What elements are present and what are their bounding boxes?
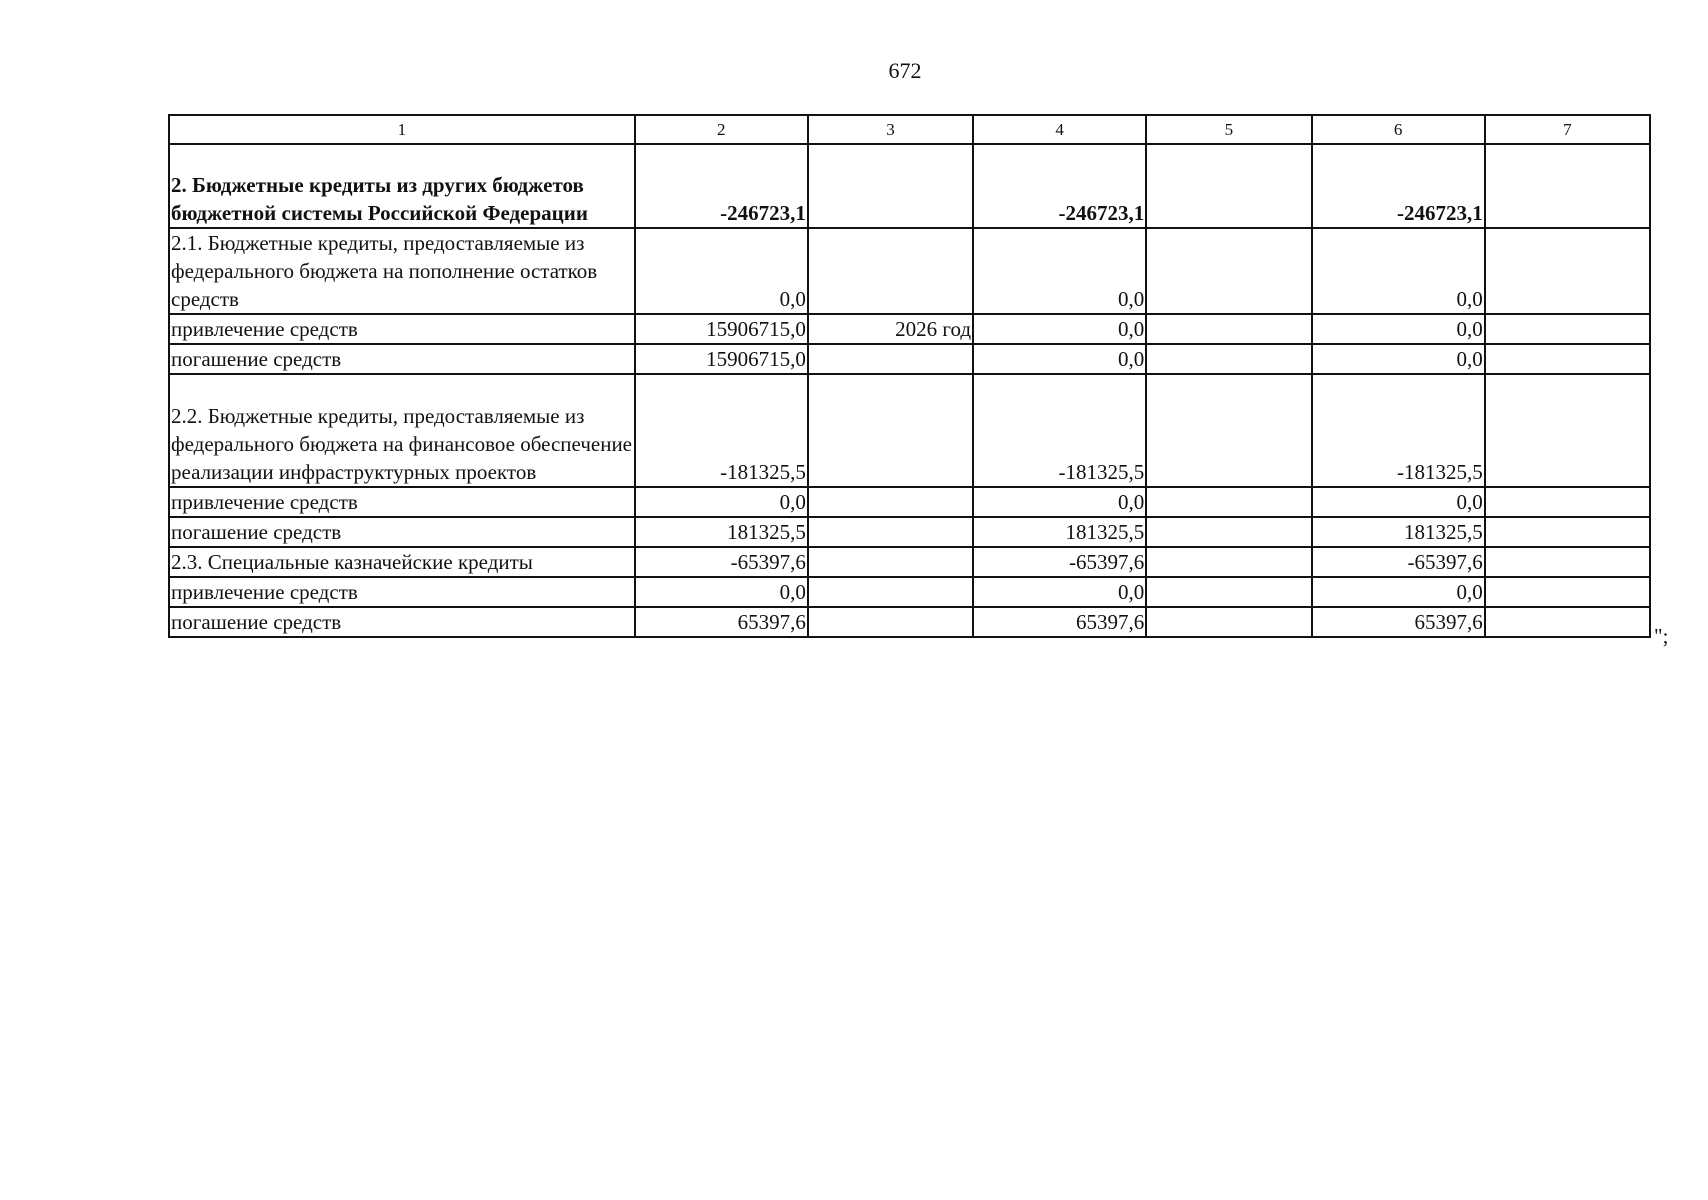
table-cell: 65397,6	[973, 607, 1146, 637]
table-row	[169, 314, 1650, 344]
row-label: погашение средств	[169, 344, 635, 374]
column-number: 4	[973, 115, 1146, 144]
table-cell	[1146, 607, 1311, 637]
table-cell: 0,0	[1312, 577, 1485, 607]
table-cell	[1146, 547, 1311, 577]
table-cell: 65397,6	[1312, 607, 1485, 637]
table-cell	[1146, 577, 1311, 607]
table-row	[169, 547, 1650, 577]
table-cell: -65397,6	[635, 547, 808, 577]
table-row	[169, 374, 1650, 487]
table-cell: 0,0	[973, 487, 1146, 517]
row-label: 2.1. Бюджетные кредиты, предоставляемые из федерального бюджета на пополнение остатков средств	[169, 228, 635, 314]
table-cell	[1146, 374, 1311, 487]
row-label: привлечение средств	[169, 314, 635, 344]
column-number: 1	[169, 115, 635, 144]
row-label: погашение средств	[169, 517, 635, 547]
table-cell	[1485, 547, 1650, 577]
column-number-row	[169, 115, 1650, 144]
table-row	[169, 607, 1650, 637]
page-number: 672	[888, 58, 922, 83]
row-label: 2.3. Специальные казначейские кредиты	[169, 547, 635, 577]
table-cell: 0,0	[1312, 314, 1485, 344]
column-number: 3	[808, 115, 973, 144]
table-cell	[1485, 344, 1650, 374]
table-row	[169, 144, 1650, 228]
table-cell	[808, 517, 973, 547]
table-cell: -246723,1	[1312, 144, 1485, 228]
table-cell: -246723,1	[635, 144, 808, 228]
table-cell	[1485, 517, 1650, 547]
table-cell: -181325,5	[635, 374, 808, 487]
row-label: погашение средств	[169, 607, 635, 637]
table-cell	[1146, 314, 1311, 344]
table-cell	[1485, 144, 1650, 228]
table-cell: -65397,6	[1312, 547, 1485, 577]
row-label: привлечение средств	[169, 577, 635, 607]
closing-quote-mark: ";	[1654, 624, 1669, 648]
table-cell: 181325,5	[1312, 517, 1485, 547]
budget-credits-table	[168, 114, 1651, 638]
column-number: 6	[1312, 115, 1485, 144]
table-cell	[808, 577, 973, 607]
column-number: 7	[1485, 115, 1650, 144]
table-cell	[1146, 487, 1311, 517]
column-number: 5	[1146, 115, 1311, 144]
table-cell	[1146, 344, 1311, 374]
table-row	[169, 517, 1650, 547]
table-cell	[808, 228, 973, 314]
table-cell	[1485, 314, 1650, 344]
table-cell	[1146, 228, 1311, 314]
table-cell: 0,0	[1312, 344, 1485, 374]
column-number: 2	[635, 115, 808, 144]
table-cell	[808, 144, 973, 228]
row-label: 2.2. Бюджетные кредиты, предоставляемые из федерального бюджета на финансовое обеспечение реализации инфраструктурных проектов	[169, 374, 635, 487]
table-cell: 181325,5	[973, 517, 1146, 547]
table-cell: 0,0	[1312, 487, 1485, 517]
table-cell: 0,0	[973, 344, 1146, 374]
table-cell: -181325,5	[973, 374, 1146, 487]
table-cell: 0,0	[973, 228, 1146, 314]
table-cell: 0,0	[635, 577, 808, 607]
table-cell: -246723,1	[973, 144, 1146, 228]
table-cell: 0,0	[973, 314, 1146, 344]
table-cell: 15906715,0	[635, 344, 808, 374]
table-cell: 15906715,0	[635, 314, 808, 344]
table-cell: 2026 год	[808, 314, 973, 344]
table-cell: 181325,5	[635, 517, 808, 547]
table-cell: 65397,6	[635, 607, 808, 637]
table-cell	[1485, 607, 1650, 637]
table-cell: 0,0	[635, 228, 808, 314]
table-cell	[1485, 228, 1650, 314]
table-row	[169, 344, 1650, 374]
table-cell: -181325,5	[1312, 374, 1485, 487]
table-cell	[1485, 374, 1650, 487]
table-cell	[808, 374, 973, 487]
table-cell	[808, 607, 973, 637]
table-cell	[808, 344, 973, 374]
table-row	[169, 577, 1650, 607]
table-cell	[808, 547, 973, 577]
table-cell: 0,0	[973, 577, 1146, 607]
table-cell	[1146, 144, 1311, 228]
row-label: 2. Бюджетные кредиты из других бюджетов бюджетной системы Российской Федерации	[169, 144, 635, 228]
table-cell: 0,0	[635, 487, 808, 517]
table-cell	[808, 487, 973, 517]
table-cell	[1146, 517, 1311, 547]
table-cell	[1485, 577, 1650, 607]
table-cell	[1485, 487, 1650, 517]
table-row	[169, 228, 1650, 314]
table-row	[169, 487, 1650, 517]
table-cell: -65397,6	[973, 547, 1146, 577]
table-cell: 0,0	[1312, 228, 1485, 314]
row-label: привлечение средств	[169, 487, 635, 517]
